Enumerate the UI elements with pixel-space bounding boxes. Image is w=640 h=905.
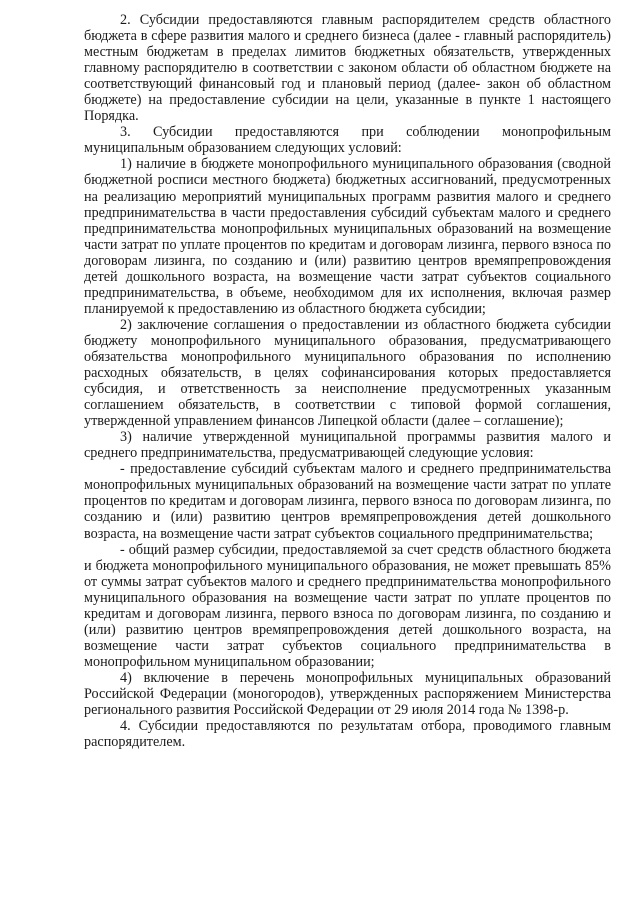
condition-4: 4) включение в перечень монопрофильных муниципальных образований Российской Федерации (моногородов), утвержденных распоряжением Министерства регионального развития Российской Федерации от 29 июля 2014 года № 1398-р. [84,669,611,719]
document-body [84,12,611,750]
condition-3-bullet-1: - предоставление субсидий субъектам малого и среднего предпринимательства монопрофильных муниципальных образований на возмещение части затрат по уплате процентов по кредитам и договорам лизинга, первого взноса по договорам лизинга, по созданию и (или) развитию центров времяпрепровождения детей дошкольного возраста, на возмещение части затрат субъектов социального предпринимательства; [84,461,611,542]
condition-1: 1) наличие в бюджете монопрофильного муниципального образования (сводной бюджетной росписи местного бюджета) бюджетных ассигнований, предусмотренных на реализацию мероприятий муниципальных программ развития малого и среднего предпринимательства в части предоставления субсидий субъектам малого и среднего предпринимательства монопрофильных муниципальных образований на возмещение части затрат по уплате процентов по кредитам и договорам лизинга, первого взноса по договорам лизинга, по созданию и (или) развитию центров времяпрепровождения детей дошкольного возраста, на возмещение части затрат субъектов социального предпринимательства, в объеме, необходимом для их исполнения, включая размер планируемой к предоставлению из областного бюджета субсидии; [84,156,611,317]
paragraph-item-4: 4. Субсидии предоставляются по результатам отбора, проводимого главным распорядителем. [84,718,611,751]
paragraph-item-2: 2. Субсидии предоставляются главным распорядителем средств областного бюджета в сфере развития малого и среднего бизнеса (далее - главный распорядитель) местным бюджетам в пределах лимитов бюджетных обязательств, утвержденных главному распорядителю в соответствии с законом области об областном бюджете на соответствующий финансовый год и плановый период (далее- закон об областном бюджете) на предоставление субсидии на цели, указанные в пункте 1 настоящего Порядка. [84,12,611,125]
condition-3-bullet-2: - общий размер субсидии, предоставляемой за счет средств областного бюджета и бюджета монопрофильного муниципального образования, не может превышать 85% от суммы затрат субъектов малого и среднего предпринимательства монопрофильного муниципального образования на возмещение части затрат по уплате процентов по кредитам и договорам лизинга, первого взноса по договорам лизинга, по созданию и (или) развитию центров времяпрепровождения детей дошкольного возраста, на возмещение части затрат субъектов социального предпринимательства в монопрофильном муниципальном образовании; [84,541,611,670]
paragraph-item-3: 3. Субсидии предоставляются при соблюдении монопрофильным муниципальным образованием следующих условий: [84,124,611,157]
condition-3: 3) наличие утвержденной муниципальной программы развития малого и среднего предпринимательства, предусматривающей следующие условия: [84,429,611,462]
condition-2: 2) заключение соглашения о предоставлении из областного бюджета субсидии бюджету монопрофильного муниципального образования, предусматривающего обязательства монопрофильного муниципального образования по исполнению расходных обязательств, в целях софинансирования которых предоставляется субсидия, и ответственность за неисполнение предусмотренных указанным соглашением обязательств, в соответствии с типовой формой соглашения, утвержденной управлением финансов Липецкой области (далее – соглашение); [84,316,611,430]
